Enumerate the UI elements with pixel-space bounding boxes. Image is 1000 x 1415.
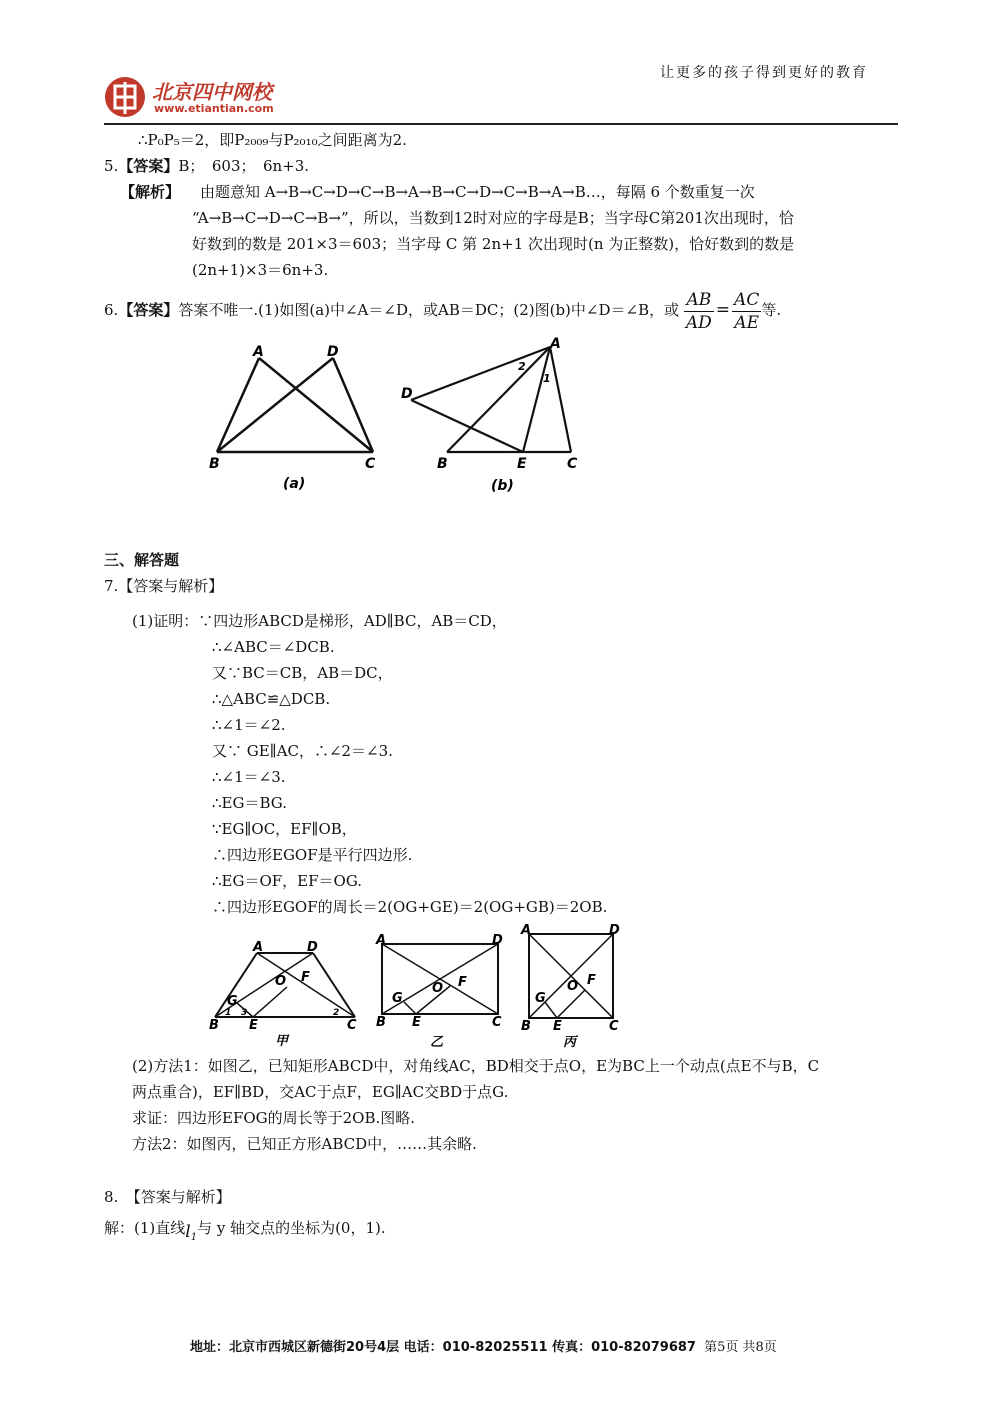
- q8-line: 解：(1)直线$l_1$与 y 轴交点的坐标为(0，1).: [104, 1219, 386, 1243]
- fig-label: F: [587, 973, 596, 988]
- fig-label: 2: [333, 1008, 340, 1018]
- fig-label: A: [253, 940, 264, 955]
- edge: [253, 987, 287, 1017]
- edge: [557, 990, 585, 1018]
- q5-analysis-line: (2n+1)×3＝6n+3.: [192, 261, 329, 279]
- q7-proof-line: ∴∠ABC＝∠DCB.: [212, 638, 335, 656]
- fig-label: E: [553, 1019, 562, 1034]
- q7-proof-line: ∴∠1＝∠2.: [212, 716, 286, 734]
- edge: [411, 400, 523, 452]
- fraction-ab-ad: $\frac{AB}{AD}$: [685, 289, 712, 333]
- q5-analysis-label: 【解析】: [120, 183, 181, 201]
- edge: [411, 347, 550, 400]
- fig-label: E: [412, 1015, 421, 1030]
- fig-label: 3: [241, 1008, 248, 1018]
- fig-label: B: [376, 1015, 386, 1030]
- fig-a-caption: (a): [283, 476, 306, 492]
- q7-proof-line: ∴EG＝OF，EF＝OG.: [212, 872, 363, 890]
- fig-b-caption: (b): [491, 478, 514, 494]
- edge: [523, 347, 550, 452]
- logo-url: www.etiantian.com: [154, 102, 274, 115]
- q5-analysis-line: 好数到的数是 201×3＝603；当字母 C 第 2n+1 次出现时(n 为正整数)，恰好数到的数是: [192, 235, 795, 253]
- footer: [190, 1336, 777, 1355]
- fig-b-label: 1: [543, 372, 551, 385]
- q7-part2-line: 方法2：如图丙，已知正方形ABCD中，……其余略.: [132, 1135, 477, 1153]
- line-p0p5: ∴P₀P₅＝2，即P₂₀₀₉与P₂₀₁₀之间距离为2.: [138, 131, 407, 149]
- fig-label: O: [275, 974, 287, 989]
- fig-label: D: [492, 933, 503, 948]
- fig-caption: 甲: [275, 1034, 289, 1049]
- fig-label: F: [458, 975, 467, 990]
- fig-label: B: [209, 1018, 219, 1033]
- q7-proof-line: 又∵ GE∥AC，∴∠2＝∠3.: [212, 742, 393, 760]
- fig-label: O: [432, 981, 444, 996]
- fig-label: 1: [225, 1008, 232, 1018]
- edge: [257, 953, 355, 1017]
- line-symbol: $l_1$: [185, 1222, 198, 1243]
- q6-answer-label: 【答案】: [118, 301, 179, 319]
- q5-number: 5.: [104, 157, 119, 175]
- edge: [447, 347, 550, 452]
- q7-proof-line: (1)证明：∵四边形ABCD是梯形，AD∥BC，AB＝CD，: [132, 612, 507, 630]
- logo-mark-icon: [102, 74, 148, 120]
- q5-answer-label: 【答案】: [118, 157, 179, 175]
- fig-label: C: [492, 1015, 502, 1030]
- fig-b-label: D: [401, 386, 413, 402]
- q7-part2-line: 求证：四边形EFOG的周长等于2OB.图略.: [132, 1109, 416, 1127]
- edge: [333, 358, 373, 452]
- q5-analysis-line: “A→B→C→D→C→B→”，所以，当数到12时对应的字母是B；当字母C第201次出现时，恰: [192, 209, 794, 227]
- q6-tail: 等.: [761, 301, 782, 319]
- q7-proof-line: ∴四边形EGOF是平行四边形.: [212, 846, 413, 864]
- fig-label: G: [227, 994, 238, 1009]
- fig-label: A: [521, 923, 532, 938]
- fig-label: C: [347, 1018, 357, 1033]
- figure-jia: [205, 935, 375, 1050]
- fig-label: D: [609, 923, 620, 938]
- fig-b-label: E: [517, 456, 527, 472]
- fig-label: C: [609, 1019, 619, 1034]
- fig-label: F: [301, 970, 310, 985]
- fig-b-label: B: [437, 456, 448, 472]
- fig-label: G: [535, 991, 546, 1006]
- fig-a-label: C: [365, 456, 376, 472]
- figure-yi: [372, 930, 512, 1050]
- q7-part2-line: (2)方法1：如图乙，已知矩形ABCD中，对角线AC，BD相交于点O，E为BC上一个动点(点E不与B，C: [132, 1057, 820, 1075]
- logo: [102, 74, 302, 120]
- fig-b-label: A: [550, 336, 561, 352]
- edge: [217, 358, 259, 452]
- q7-proof-line: ∴∠1＝∠3.: [212, 768, 286, 786]
- fig-label: G: [392, 991, 403, 1006]
- fig-b-label: 2: [518, 360, 526, 373]
- fig-label: D: [307, 940, 318, 955]
- footer-address: 地址：北京市西城区新德街20号4层 电话：010-82025511 传真：010-82079687: [190, 1340, 696, 1355]
- fig-caption: 乙: [430, 1035, 444, 1050]
- q7-heading: 7.【答案与解析】: [104, 577, 224, 595]
- section-title: 三、解答题: [104, 551, 180, 569]
- q5-analysis-line: 由题意知 A→B→C→D→C→B→A→B→C→D→C→B→A→B…，每隔 6 个数重复一次: [200, 183, 755, 201]
- q7-proof-line: ∵EG∥OC，EF∥OB，: [212, 820, 357, 838]
- q6-answer: [104, 288, 781, 334]
- q5-answer: [104, 156, 309, 176]
- q7-proof-line: ∴四边形EGOF的周长＝2(OG+GE)＝2(OG+GB)＝2OB.: [212, 898, 608, 916]
- edge: [404, 1002, 416, 1014]
- q8-heading: 8. 【答案与解析】: [104, 1188, 231, 1206]
- fig-b-label: C: [567, 456, 578, 472]
- header-slogan: 让更多的孩子得到更好的教育: [660, 65, 868, 81]
- q6-answer-text: 答案不唯一.(1)如图(a)中∠A＝∠D，或AB＝DC；(2)图(b)中∠D＝∠B，或: [178, 301, 680, 319]
- logo-text: 北京四中网校: [152, 80, 272, 104]
- q7-part2-line: 两点重合)，EF∥BD，交AC于点F，EG∥AC交BD于点G.: [132, 1083, 509, 1101]
- figure-a: [205, 340, 395, 500]
- fig-caption: 丙: [563, 1035, 577, 1050]
- fig-label: A: [376, 933, 387, 948]
- fig-a-label: A: [253, 344, 264, 360]
- q7-proof-line: ∴EG＝BG.: [212, 794, 287, 812]
- edge: [550, 347, 571, 452]
- figure-bing: [515, 920, 635, 1050]
- fig-label: B: [521, 1019, 531, 1034]
- fig-label: O: [567, 979, 579, 994]
- fig-a-label: B: [209, 456, 220, 472]
- q6-number: 6.: [104, 301, 119, 319]
- q7-proof-line: 又∵BC＝CB，AB＝DC，: [212, 664, 393, 682]
- edge: [545, 1002, 557, 1018]
- fig-label: E: [249, 1018, 258, 1033]
- equals-sign: =: [715, 300, 731, 320]
- fraction-ac-ae: $\frac{AC}{AE}$: [734, 289, 760, 333]
- footer-page: 第5页 共8页: [704, 1340, 777, 1355]
- q7-proof-line: ∴△ABC≌△DCB.: [212, 690, 331, 708]
- fig-a-label: D: [327, 344, 339, 360]
- q5-answer-text: B； 603； 6n+3.: [178, 157, 310, 175]
- figure-b: [395, 332, 595, 502]
- header-rule: [104, 123, 898, 125]
